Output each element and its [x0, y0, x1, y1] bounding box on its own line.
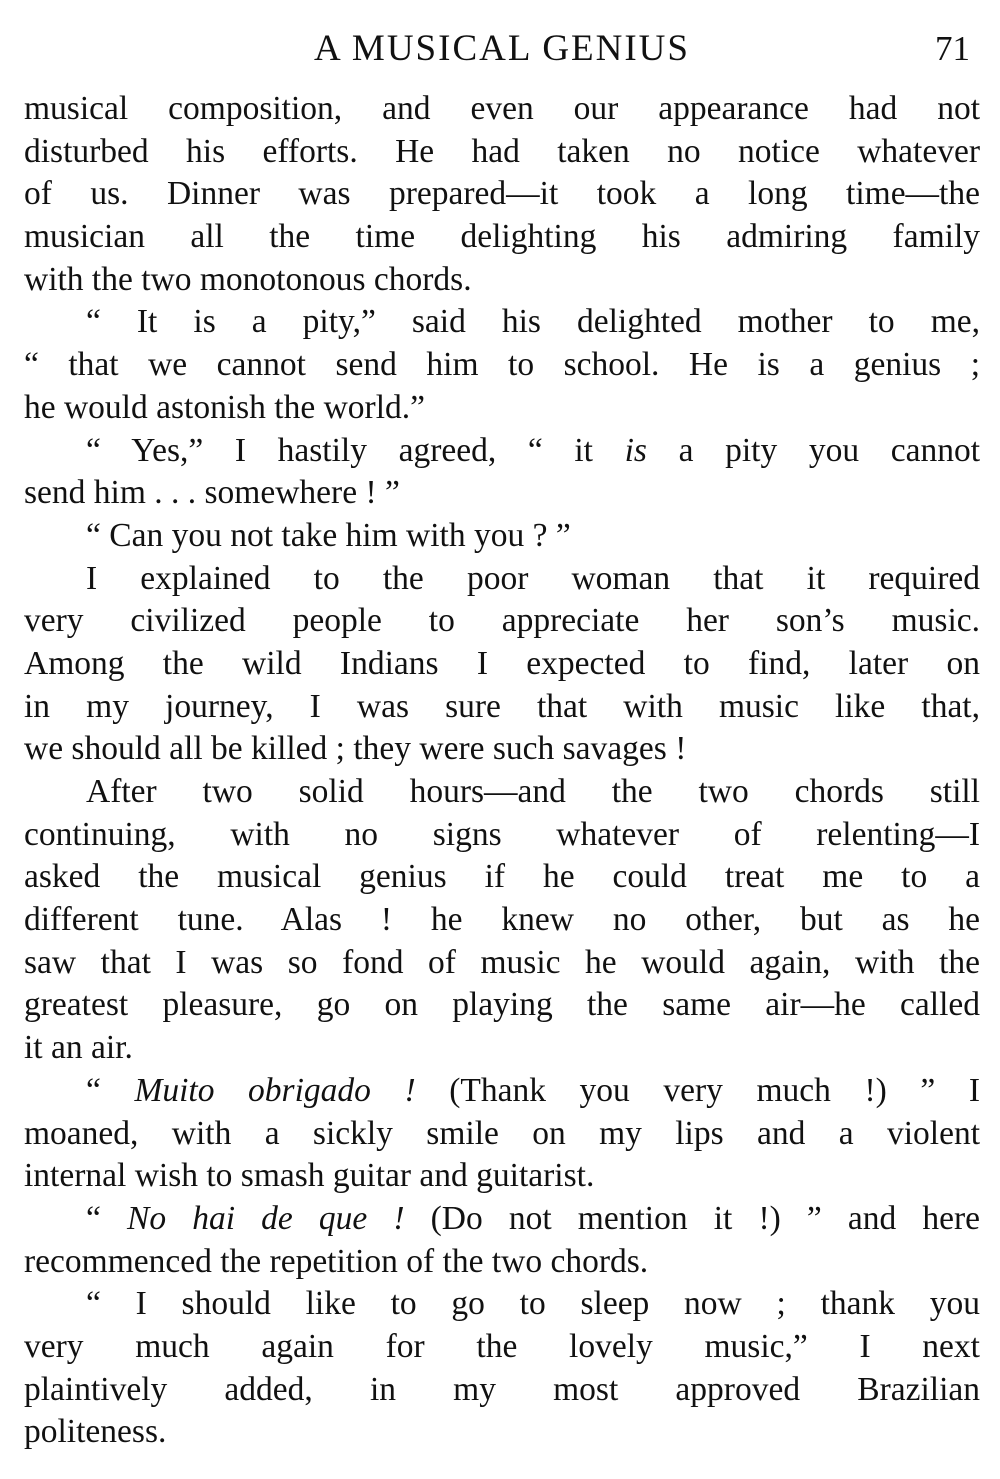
text-line [24, 1198, 980, 1241]
italic-text: No hai de que ! [127, 1199, 405, 1237]
text-line: very civilized people to appreciate her son’s music. [24, 602, 980, 640]
italic-text: Muito obrigado ! [134, 1071, 416, 1109]
running-head [24, 24, 980, 74]
text-line: greatest pleasure, go on playing the same air—he called [24, 986, 980, 1024]
text-span: “ [86, 1199, 127, 1237]
text-line: “ Can you not take him with you ? ” [86, 516, 571, 554]
text-line [24, 1070, 980, 1113]
text-line: we should all be killed ; they were such savages ! [24, 730, 687, 768]
text-line: it an air. [24, 1029, 133, 1067]
text-line: recommenced the repetition of the two chords. [24, 1242, 649, 1280]
text-line: he would astonish the world.” [24, 388, 426, 426]
text-line: different tune. Alas ! he knew no other, but as he [24, 901, 980, 939]
text-span: (Thank you very much !) ” I [415, 1071, 980, 1109]
text-line: internal wish to smash guitar and guitarist. [24, 1157, 595, 1195]
page-number: 71 [935, 29, 970, 68]
text-line: saw that I was so fond of music he would again, with the [24, 943, 980, 981]
text-line: in my journey, I was sure that with music like that, [24, 687, 980, 725]
text-line [24, 430, 980, 473]
text-line: plaintively added, in my most approved Brazilian [24, 1370, 980, 1408]
text-line: moaned, with a sickly smile on my lips and a violent [24, 1114, 980, 1152]
text-span: a pity you cannot [646, 431, 980, 469]
text-line: with the two monotonous chords. [24, 260, 472, 298]
text-line: Among the wild Indians I expected to find, later on [24, 644, 980, 682]
text-line: musician all the time delighting his admiring family [24, 218, 980, 256]
text-line: of us. Dinner was prepared—it took a long time—the [24, 175, 980, 213]
text-line: “ I should like to go to sleep now ; thank you [86, 1285, 980, 1323]
text-line: “ that we cannot send him to school. He is a genius ; [24, 346, 980, 384]
text-span: (Do not mention it !) ” and here [404, 1199, 980, 1237]
text-line: disturbed his efforts. He had taken no notice whatever [24, 132, 980, 170]
running-title: A MUSICAL GENIUS [314, 28, 690, 69]
text-line: After two solid hours—and the two chords still [86, 773, 980, 810]
book-page [24, 0, 980, 1479]
text-line: musical composition, and even our appearance had not [24, 90, 980, 127]
text-line: politeness. [24, 1413, 167, 1451]
text-line: very much again for the lovely music,” I next [24, 1327, 980, 1365]
text-span: “ Yes,” I hastily agreed, “ it [86, 431, 625, 469]
text-line: I explained to the poor woman that it required [86, 559, 980, 597]
italic-text: is [624, 431, 647, 469]
text-line: “ It is a pity,” said his delighted mother to me, [86, 303, 980, 341]
body-text [24, 88, 980, 1454]
text-line: asked the musical genius if he could treat me to a [24, 858, 980, 896]
text-line: continuing, with no signs whatever of relenting—I [24, 815, 980, 853]
text-line: send him . . . somewhere ! ” [24, 474, 400, 512]
text-span: “ [86, 1071, 135, 1109]
